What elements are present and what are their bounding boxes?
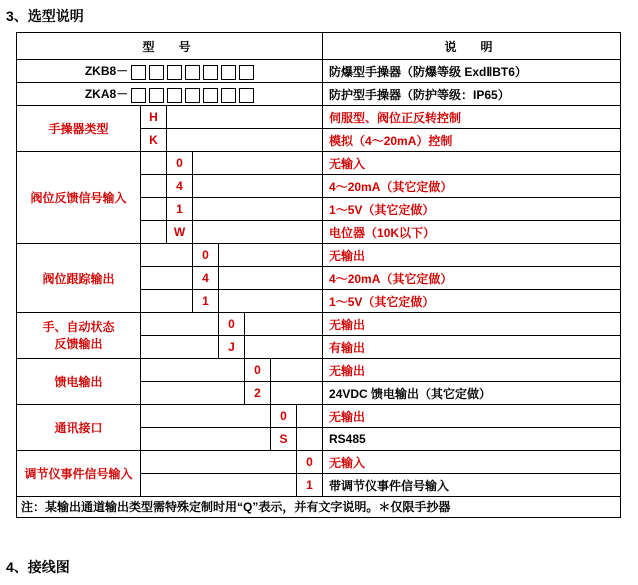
code-cell: 4 (193, 267, 219, 290)
model-boxes (128, 87, 254, 102)
model-box (221, 65, 236, 80)
group-label-power-feed-output: 馈电输出 (17, 359, 141, 405)
spacer-cell (141, 313, 219, 336)
code-cell: J (219, 336, 245, 359)
model-box (203, 65, 218, 80)
model-box (131, 65, 146, 80)
table-row (17, 405, 621, 428)
table-row (17, 451, 621, 474)
desc-cell: 带调节仪事件信号输入 (323, 474, 621, 497)
desc-cell: 无输出 (323, 359, 621, 382)
table-row (17, 244, 621, 267)
section-heading-selection: 3、选型说明 (6, 8, 84, 24)
model-box (239, 65, 254, 80)
spacer-cell (245, 336, 323, 359)
table-row (17, 152, 621, 175)
desc-cell: 无输出 (323, 405, 621, 428)
spacer-cell (297, 405, 323, 428)
code-cell: 0 (193, 244, 219, 267)
group-label-auto-manual-status-output (17, 313, 141, 359)
header-desc: 说 明 (323, 33, 621, 60)
code-cell: 1 (167, 198, 193, 221)
table-row (17, 497, 621, 518)
model-box (149, 88, 164, 103)
spacer-cell (193, 198, 323, 221)
spacer-cell (141, 428, 271, 451)
spacer-cell (219, 267, 323, 290)
desc-cell: 4～20mA（其它定做） (323, 267, 621, 290)
desc-cell: 电位器（10K以下） (323, 221, 621, 244)
group-label-valve-feedback-input: 阀位反馈信号输入 (17, 152, 141, 244)
group-label-valve-tracking-output: 阀位跟踪输出 (17, 244, 141, 313)
table-row (17, 359, 621, 382)
spacer-cell (141, 405, 271, 428)
table-row (17, 60, 621, 83)
spacer-cell (141, 175, 167, 198)
spacer-cell (271, 382, 323, 405)
model-selection-table (16, 32, 621, 518)
spacer-cell (141, 290, 193, 313)
header-model: 型 号 (17, 33, 323, 60)
model-prefix: ZKA8－ (84, 87, 129, 102)
model-box (131, 88, 146, 103)
model-box (167, 65, 182, 80)
spacer-cell (141, 221, 167, 244)
code-cell: 4 (167, 175, 193, 198)
spacer-cell (141, 359, 245, 382)
spacer-cell (141, 382, 245, 405)
spacer-cell (193, 152, 323, 175)
code-cell: K (141, 129, 167, 152)
spacer-cell (167, 129, 323, 152)
model-code-zkb8 (17, 60, 323, 83)
model-desc-zkb8: 防爆型手操器（防爆等级 ExdⅡBT6） (323, 60, 621, 83)
desc-cell: 1～5V（其它定做） (323, 198, 621, 221)
code-cell: W (167, 221, 193, 244)
spacer-cell (141, 152, 167, 175)
spacer-cell (141, 267, 193, 290)
desc-cell: 无输入 (323, 451, 621, 474)
model-box (203, 88, 218, 103)
model-prefix: ZKB8－ (84, 64, 129, 79)
code-cell: 0 (167, 152, 193, 175)
spacer-cell (219, 244, 323, 267)
code-cell: S (271, 428, 297, 451)
desc-cell: 无输入 (323, 152, 621, 175)
desc-cell: 有输出 (323, 336, 621, 359)
spacer-cell (193, 175, 323, 198)
spacer-cell (219, 290, 323, 313)
spacer-cell (271, 359, 323, 382)
desc-cell: RS485 (323, 428, 621, 451)
model-box (185, 88, 200, 103)
code-cell: 0 (245, 359, 271, 382)
model-desc-zka8: 防护型手操器（防护等级：IP65） (323, 83, 621, 106)
code-cell: 0 (271, 405, 297, 428)
model-boxes (128, 64, 254, 79)
model-box (221, 88, 236, 103)
desc-cell: 无输出 (323, 313, 621, 336)
code-cell: 2 (245, 382, 271, 405)
table-row (17, 83, 621, 106)
section-heading-wiring: 4、接线图 (6, 559, 70, 575)
model-code-zka8 (17, 83, 323, 106)
spacer-cell (141, 451, 297, 474)
spacer-cell (297, 428, 323, 451)
model-box (149, 65, 164, 80)
model-box (239, 88, 254, 103)
group-label-line2: 反馈输出 (54, 336, 103, 351)
table-header-row (17, 33, 621, 60)
group-label-line1: 手、自动状态 (42, 319, 115, 334)
code-cell: 1 (193, 290, 219, 313)
group-label-communication-interface: 通讯接口 (17, 405, 141, 451)
model-box (167, 88, 182, 103)
desc-cell: 24VDC 馈电输出（其它定做） (323, 382, 621, 405)
group-label-handler-type: 手操器类型 (17, 106, 141, 152)
spacer-cell (141, 244, 193, 267)
desc-cell: 无输出 (323, 244, 621, 267)
spacer-cell (141, 474, 297, 497)
desc-cell: 模拟（4～20mA）控制 (323, 129, 621, 152)
table-note: 注：某输出通道输出类型需特殊定制时用“Q”表示，并有文字说明。＊仅限手抄器 (17, 497, 621, 518)
desc-cell: 1～5V（其它定做） (323, 290, 621, 313)
group-label-controller-event-input: 调节仪事件信号输入 (17, 451, 141, 497)
code-cell: H (141, 106, 167, 129)
desc-cell: 伺服型、阀位正反转控制 (323, 106, 621, 129)
spacer-cell (193, 221, 323, 244)
table-row (17, 313, 621, 336)
code-cell: 0 (219, 313, 245, 336)
spacer-cell (167, 106, 323, 129)
spacer-cell (141, 198, 167, 221)
spacer-cell (141, 336, 219, 359)
spacer-cell (245, 313, 323, 336)
desc-cell: 4～20mA（其它定做） (323, 175, 621, 198)
model-box (185, 65, 200, 80)
code-cell: 1 (297, 474, 323, 497)
table-row (17, 106, 621, 129)
code-cell: 0 (297, 451, 323, 474)
